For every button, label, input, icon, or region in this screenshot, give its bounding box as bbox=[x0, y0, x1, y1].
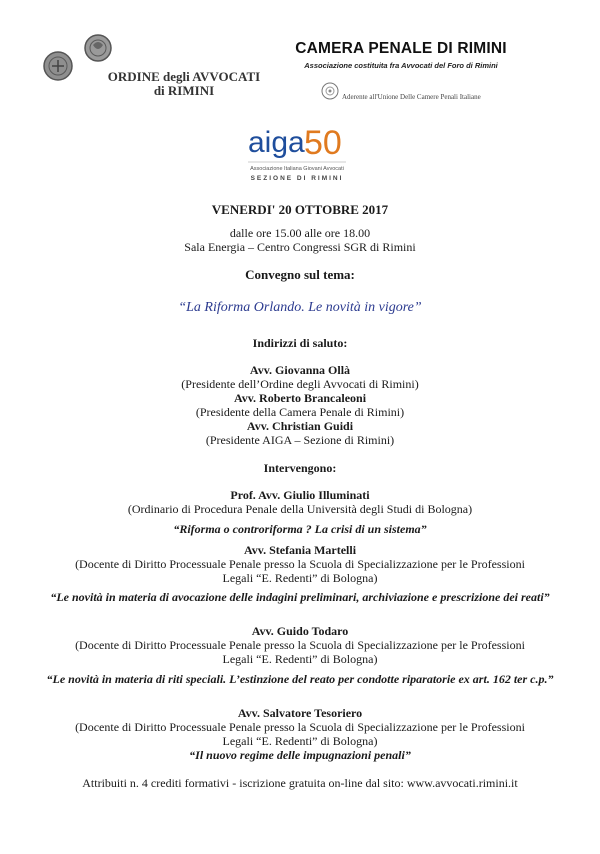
aiga-section-name: SEZIONE DI RIMINI bbox=[250, 175, 344, 182]
greeting-name: Avv. Christian Guidi bbox=[246, 419, 354, 433]
event-title: “La Riforma Orlando. Le novità in vigore” bbox=[178, 300, 422, 315]
speaker-role: Legali “E. Redenti” di Bologna) bbox=[222, 652, 378, 666]
event-time: dalle ore 15.00 alle ore 18.00 bbox=[229, 226, 371, 240]
camera-penale-subtitle: Associazione costituita fra Avvocati del Foro di Rimini bbox=[304, 61, 498, 70]
event-venue: Sala Energia – Centro Congressi SGR di Rimini bbox=[184, 240, 416, 254]
ordine-name bbox=[104, 70, 264, 98]
greeting-role: (Presidente dell’Ordine degli Avvocati di Rimini) bbox=[181, 377, 419, 391]
speaker-name: Avv. Guido Todaro bbox=[251, 624, 349, 638]
speaker-role: Legali “E. Redenti” di Bologna) bbox=[222, 571, 378, 585]
speaker-talk: “Il nuovo regime delle impugnazioni penali” bbox=[189, 748, 411, 762]
greeting-name: Avv. Giovanna Ollà bbox=[249, 363, 351, 377]
speaker-talk: “Le novità in materia di avocazione delle indagini preliminari, archiviazione e prescrizione dei reati” bbox=[50, 590, 550, 604]
greeting-name: Avv. Roberto Brancaleoni bbox=[233, 391, 367, 405]
speaker-role: (Docente di Diritto Processuale Penale presso la Scuola di Specializzazione per le Professioni bbox=[75, 638, 525, 652]
speaker-name: Avv. Salvatore Tesoriero bbox=[237, 706, 363, 720]
ordine-line2: di RIMINI bbox=[153, 83, 215, 98]
speaker-role: Legali “E. Redenti” di Bologna) bbox=[222, 734, 378, 748]
aiga-50-logo bbox=[246, 118, 356, 188]
aiga-wordmark: aiga bbox=[248, 126, 305, 159]
speaker-talk: “Le novità in materia di riti speciali. L’estinzione del reato per condotte riparatorie ex art. 162 ter c.p.” bbox=[46, 672, 554, 686]
event-date: VENERDI' 20 OTTOBRE 2017 bbox=[211, 202, 389, 217]
greeting-role: (Presidente AIGA – Sezione di Rimini) bbox=[205, 433, 395, 447]
ordine-line1: ORDINE degli AVVOCATI bbox=[107, 69, 261, 84]
aiga-anniversary-number: 50 bbox=[304, 124, 342, 162]
camera-penale-title: CAMERA PENALE DI RIMINI bbox=[295, 40, 507, 57]
credits-note: Attribuiti n. 4 crediti formativi - iscrizione gratuita on-line dal sito: www.avvocati.rimini.it bbox=[82, 776, 518, 790]
speaker-name: Prof. Avv. Giulio Illuminati bbox=[230, 488, 370, 502]
camera-adherent-note: Aderente all'Unione Delle Camere Penali Italiane bbox=[342, 93, 481, 101]
greeting-role: (Presidente della Camera Penale di Rimini) bbox=[195, 405, 405, 419]
convegno-label: Convegno sul tema: bbox=[245, 267, 355, 282]
speaker-talk: “Riforma o controriforma ? La crisi di un sistema” bbox=[173, 522, 427, 536]
ucpi-emblem-icon bbox=[321, 82, 339, 100]
greetings-label: Indirizzi di saluto: bbox=[252, 336, 348, 350]
speaker-name: Avv. Stefania Martelli bbox=[243, 543, 357, 557]
speaker-role: (Docente di Diritto Processuale Penale presso la Scuola di Specializzazione per le Professioni bbox=[75, 720, 525, 734]
speaker-role: (Ordinario di Procedura Penale della Università degli Studi di Bologna) bbox=[127, 502, 473, 516]
speakers-label: Intervengono: bbox=[263, 461, 337, 475]
speaker-role: (Docente di Diritto Processuale Penale presso la Scuola di Specializzazione per le Professioni bbox=[75, 557, 525, 571]
aiga-association-name: Associazione Italiana Giovani Avvocati bbox=[250, 166, 344, 172]
